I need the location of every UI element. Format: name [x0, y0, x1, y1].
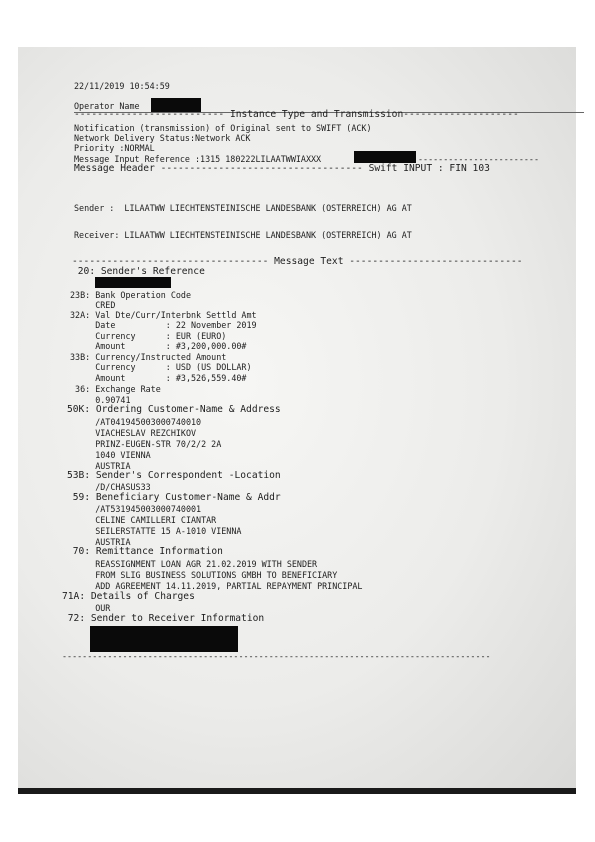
field-71a-value: OUR — [70, 603, 111, 613]
field-59-line2: CELINE CAMILLERI CIANTAR — [70, 515, 217, 525]
field-59-line1: /AT531945003000740001 — [70, 504, 202, 514]
field-32a-currency: Currency : EUR (EURO) — [70, 331, 227, 341]
redaction-sender-to-receiver — [90, 626, 238, 652]
field-33b-currency: Currency : USD (US DOLLAR) — [70, 362, 252, 372]
redaction-sender-reference — [95, 277, 171, 288]
instance-type-line: -------------------------- Instance Type and Transmission-------------------- — [74, 109, 519, 120]
page-shadow-edge — [18, 788, 576, 794]
field-70: 70: Remittance Information — [67, 546, 223, 557]
field-50k-line3: PRINZ-EUGEN-STR 70/2/2 2A — [70, 439, 222, 449]
input-reference: Message Input Reference :1315 180222LILAATWWIAXXX — [74, 154, 322, 164]
operator-label: Operator Name — [74, 101, 140, 111]
field-36-value: 0.90741 — [70, 395, 131, 405]
field-59-line3: SEILERSTATTE 15 A-1010 VIENNA — [70, 526, 242, 536]
notification-line: Notification (transmission) of Original sent to SWIFT (ACK) — [74, 123, 372, 133]
field-23b: 23B: Bank Operation Code — [70, 290, 192, 300]
sender-line: Sender : LILAATWW LIECHTENSTEINISCHE LANDESBANK (OSTERREICH) AG AT — [74, 203, 412, 213]
field-70-line1: REASSIGNMENT LOAN AGR 21.02.2019 WITH SENDER — [70, 559, 318, 569]
field-50k-line1: /AT041945003000740010 — [70, 417, 202, 427]
input-reference-dashes: ------------------------ — [418, 154, 540, 164]
field-32a-date: Date : 22 November 2019 — [70, 320, 257, 330]
receiver-line: Receiver: LILAATWW LIECHTENSTEINISCHE LANDESBANK (OSTERREICH) AG AT — [74, 230, 412, 240]
message-text-line: ---------------------------------- Message Text ------------------------------ — [72, 256, 523, 267]
field-23b-value: CRED — [70, 300, 116, 310]
field-33b-amount: Amount : #3,526,559.40# — [70, 373, 247, 383]
field-32a: 32A: Val Dte/Curr/Interbnk Settld Amt — [70, 310, 257, 320]
field-50k-line5: AUSTRIA — [70, 461, 131, 471]
timestamp: 22/11/2019 10:54:59 — [74, 81, 170, 91]
field-53b: 53B: Sender's Correspondent -Location — [67, 470, 281, 481]
field-53b-value: /D/CHASUS33 — [70, 482, 151, 492]
message-header: Message Header ----------------------------------- Swift INPUT : FIN 103 — [74, 163, 490, 174]
priority: Priority :NORMAL — [74, 143, 155, 153]
field-72: 72: Sender to Receiver Information — [62, 613, 265, 624]
field-70-line3: ADD AGREEMENT 14.11.2019, PARTIAL REPAYMENT PRINCIPAL — [70, 581, 363, 591]
field-70-line2: FROM SLIG BUSINESS SOLUTIONS GMBH TO BENEFICIARY — [70, 570, 338, 580]
end-divider: ------------------------------------------------------------------------------------- — [62, 651, 491, 661]
field-71a: 71A: Details of Charges — [62, 591, 195, 602]
field-36: 36: Exchange Rate — [70, 384, 161, 394]
redaction-reference — [354, 151, 416, 163]
field-50k: 50K: Ordering Customer-Name & Address — [67, 404, 281, 415]
field-20 — [72, 267, 205, 277]
field-33b: 33B: Currency/Instructed Amount — [70, 352, 227, 362]
delivery-status: Network Delivery Status:Network ACK — [74, 133, 251, 143]
field-50k-line2: VIACHESLAV REZCHIKOV — [70, 428, 197, 438]
field-59: 59: Beneficiary Customer-Name & Addr — [67, 492, 281, 503]
field-59-line4: AUSTRIA — [70, 537, 131, 547]
field-50k-line4: 1040 VIENNA — [70, 450, 151, 460]
field-20-label: 20: Sender's Reference — [72, 266, 205, 277]
field-32a-amount: Amount : #3,200,000.00# — [70, 341, 247, 351]
